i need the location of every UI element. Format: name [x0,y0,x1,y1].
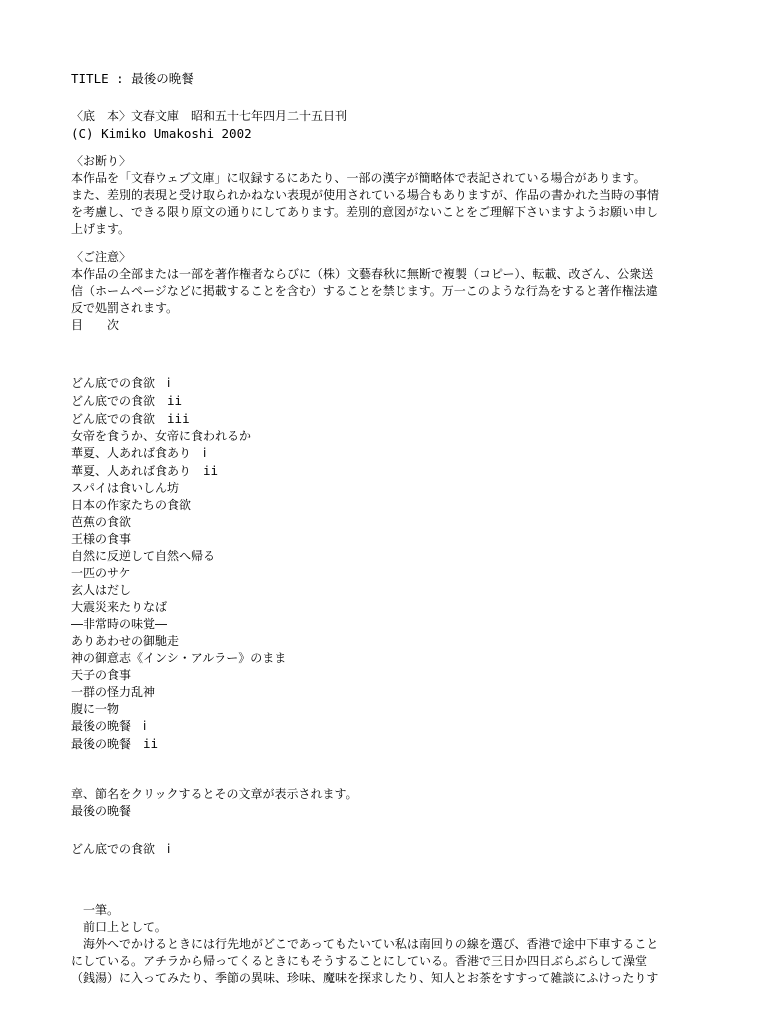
toc-item-7[interactable] [71,480,698,497]
toc-item-label: 華夏、人あれば食あり [71,464,192,478]
toc-item-12[interactable] [71,565,698,582]
notice-paragraph-2-line-2: を考慮し、できる限り原文の通りにしてあります。差別的意図がないことをご理解下さいますようお願い申し [71,205,659,219]
spacer [71,334,698,375]
chapter-suffix: ⅰ [167,842,171,856]
toc-item-label: 一群の怪力乱神 [71,685,156,699]
toc-item-11[interactable] [71,548,698,565]
body-paragraph-3-line-3: （銭湯）に入ってみたり、季節の異味、珍味、魔味を探求したり、知人とお茶をすすって雑談にふけったりす [71,971,659,985]
toc-item-17[interactable] [71,650,698,667]
toc-item-label: 神の御意志《インシ・アルラー》のまま [71,651,287,665]
toc-item-18[interactable] [71,667,698,684]
spacer [71,858,698,902]
toc-item-label: 最後の晩餐 [71,737,132,751]
toc-item-19[interactable] [71,684,698,701]
toc-item-3[interactable] [71,410,698,428]
toc-item-suffix: ⅰ [167,376,171,390]
toc-item-label: どん底での食欲 [71,412,156,426]
toc-item-suffix: ii [143,736,159,751]
toc-item-label: 玄人はだし [71,583,132,597]
notice-heading: 〈お断り〉 [71,154,132,168]
toc-item-label: 華夏、人あれば食あり [71,446,192,460]
toc-heading: 目 次 [71,318,120,332]
source-line: 〈底 本〉文春文庫 昭和五十七年四月二十五日刊 [71,109,348,123]
toc-list [71,375,698,753]
chapter-label: どん底での食欲 [71,842,156,856]
body-paragraph-3-line-2: にしている。アチラから帰ってくるときにもそうすることにしている。香港で三日か四日ぶらぶらして澡堂 [71,954,648,968]
toc-item-suffix: ii [167,393,183,408]
caution-line-1: 本作品の全部または一部を著作権者ならびに（株）文藝春秋に無断で複製（コピー）、転載、改ざん、公衆送 [71,267,654,281]
toc-item-label: 腹に一物 [71,702,120,716]
caution-line-3: 反で処罰されます。 [71,301,179,315]
copyright-line: (C) Kimiko Umakoshi 2002 [71,126,252,141]
toc-item-4[interactable] [71,428,698,445]
title-line: TITLE : 最後の晩餐 [71,71,194,86]
toc-item-2[interactable] [71,392,698,410]
toc-item-suffix: iii [167,411,190,426]
caution-line-2: 信（ホームページなどに掲載することを含む）することを禁じます。万一このような行為をすると著作権法違 [71,284,658,298]
toc-item-label: スパイは食いしん坊 [71,481,180,495]
spacer [71,753,698,786]
toc-item-label: 大震災来たりなば [71,600,168,614]
toc-item-6[interactable] [71,462,698,480]
toc-hint: 章、節名をクリックするとその文章が表示されます。 [71,787,358,801]
spacer [71,820,698,841]
toc-item-14[interactable] [71,599,698,616]
toc-item-label: 天子の食事 [71,668,132,682]
toc-item-9[interactable] [71,514,698,531]
caution-heading: 〈ご注意〉 [71,250,132,264]
toc-item-label: 女帝を食うか、女帝に食われるか [71,429,252,443]
toc-item-label: 最後の晩餐 [71,719,132,733]
toc-item-22[interactable] [71,735,698,753]
toc-item-21[interactable] [71,718,698,735]
toc-item-1[interactable] [71,375,698,392]
body-paragraph-1: 一筆。 [83,903,120,917]
toc-item-label: 王様の食事 [71,532,132,546]
notice-paragraph-2-line-1: また、差別的表現と受け取られかねない表現が使用されている場合もありますが、作品の書かれた当時の事情 [71,188,660,202]
toc-item-suffix: ⅰ [203,446,207,460]
toc-item-label: どん底での食欲 [71,376,156,390]
toc-item-label: ―非常時の味覚― [71,617,168,631]
toc-item-10[interactable] [71,531,698,548]
body-paragraph-3-line-1: 海外へでかけるときには行先地がどこであってもたいてい私は南回りの線を選び、香港で途中下車すること [83,937,659,951]
spacer [71,87,698,108]
toc-item-15[interactable] [71,616,698,633]
toc-item-16[interactable] [71,633,698,650]
toc-item-label: どん底での食欲 [71,394,156,408]
notice-paragraph-1: 本作品を「文春ウェブ文庫」に収録するにあたり、一部の漢字が簡略体で表記されている場合があります。 [71,171,646,185]
toc-item-label: 一匹のサケ [71,566,131,580]
toc-item-label: 芭蕉の食欲 [71,515,132,529]
toc-item-label: ありあわせの御馳走 [71,634,180,648]
toc-item-label: 日本の作家たちの食欲 [71,498,192,512]
notice-paragraph-2-line-3: 上げます。 [71,222,131,236]
toc-item-suffix: ⅰ [143,719,147,733]
book-title: 最後の晩餐 [71,804,132,818]
toc-item-suffix: ii [203,463,219,478]
toc-item-13[interactable] [71,582,698,599]
toc-item-8[interactable] [71,497,698,514]
chapter-heading [71,841,698,858]
toc-item-20[interactable] [71,701,698,718]
toc-item-label: 自然に反逆して自然へ帰る [71,549,216,563]
spacer [71,238,698,249]
body-paragraph-2: 前口上として。 [83,920,167,934]
toc-item-5[interactable] [71,445,698,462]
spacer [71,142,698,153]
